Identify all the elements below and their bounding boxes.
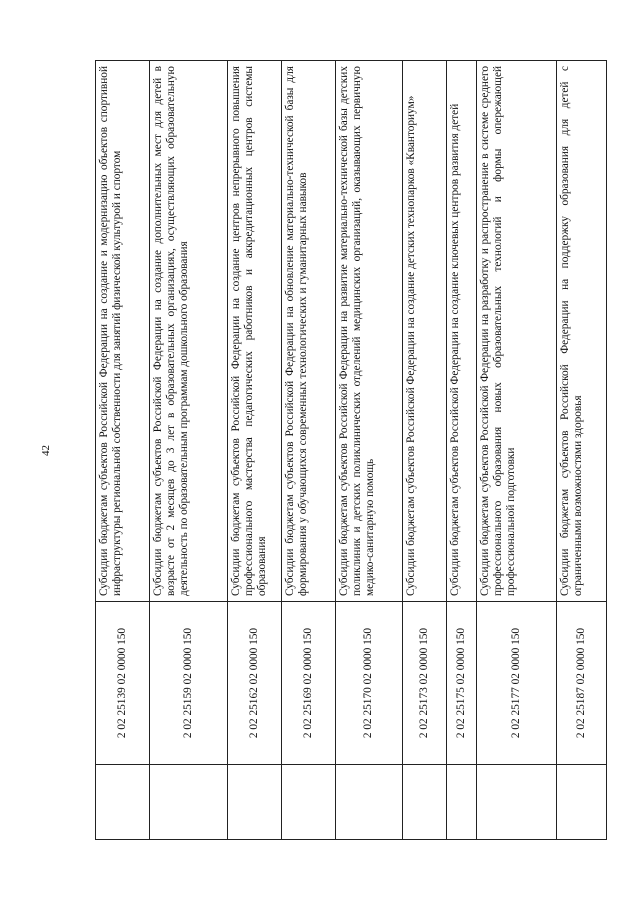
table-row — [336, 61, 403, 840]
budget-code-cell: 2 02 25177 02 0000 150 — [477, 602, 557, 765]
table — [95, 60, 607, 840]
description-cell: Субсидии бюджетам субъектов Российской Федерации на создание дополнительных мест для детей в возрасте от 2 месяцев до 3 лет в образовательных организациях, осуществляющих образовательную деятельность по образовательным программам дошкольного образования — [150, 61, 228, 602]
budget-code-cell: 2 02 25173 02 0000 150 — [403, 602, 447, 765]
table-body — [96, 61, 607, 840]
budget-code-cell: 2 02 25175 02 0000 150 — [447, 602, 477, 765]
budget-code-cell: 2 02 25159 02 0000 150 — [150, 602, 228, 765]
empty-cell — [282, 765, 336, 840]
empty-cell — [336, 765, 403, 840]
table-row — [557, 61, 607, 840]
description-cell: Субсидии бюджетам субъектов Российской Федерации на создание центров непрерывного повышения профессионального мастерства педагогических работников и аккредитационных центров системы образования — [228, 61, 282, 602]
empty-cell — [447, 765, 477, 840]
empty-cell — [228, 765, 282, 840]
page-number: 42 — [40, 445, 52, 456]
empty-cell — [557, 765, 607, 840]
table-row — [228, 61, 282, 840]
budget-code-cell: 2 02 25139 02 0000 150 — [96, 602, 150, 765]
description-cell: Субсидии бюджетам субъектов Российской Федерации на создание детских технопарков «Кванториум» — [403, 61, 447, 602]
table-row — [282, 61, 336, 840]
table-row — [150, 61, 228, 840]
empty-cell — [96, 765, 150, 840]
empty-cell — [150, 765, 228, 840]
budget-code-cell: 2 02 25169 02 0000 150 — [282, 602, 336, 765]
description-cell: Субсидии бюджетам субъектов Российской Федерации на разработку и распространение в системе среднего профессионального образования новых образовательных технологий и формы опережающей профессиональной подготовки — [477, 61, 557, 602]
empty-cell — [403, 765, 447, 840]
budget-code-cell: 2 02 25187 02 0000 150 — [557, 602, 607, 765]
description-cell: Субсидии бюджетам субъектов Российской Федерации на поддержку образования для детей с ограниченными возможностями здоровья — [557, 61, 607, 602]
budget-code-cell: 2 02 25170 02 0000 150 — [336, 602, 403, 765]
description-cell: Субсидии бюджетам субъектов Российской Федерации на обновление материально-технической базы для формирования у обучающихся современных технологических и гуманитарных навыков — [282, 61, 336, 602]
budget-code-cell: 2 02 25162 02 0000 150 — [228, 602, 282, 765]
budget-code-table — [95, 60, 590, 840]
empty-cell — [477, 765, 557, 840]
description-cell: Субсидии бюджетам субъектов Российской Федерации на создание и модернизацию объектов спортивной инфраструктуры региональной собственности для занятий физической культурой и спортом — [96, 61, 150, 602]
description-cell: Субсидии бюджетам субъектов Российской Федерации на создание ключевых центров развития детей — [447, 61, 477, 602]
table-row — [403, 61, 447, 840]
table-row — [477, 61, 557, 840]
table-row — [96, 61, 150, 840]
table-row — [447, 61, 477, 840]
description-cell: Субсидии бюджетам субъектов Российской Федерации на развитие материально-технической базы детских поликлиник и детских поликлинических отделений медицинских организаций, оказывающих первичную медико-санитарную помощь — [336, 61, 403, 602]
